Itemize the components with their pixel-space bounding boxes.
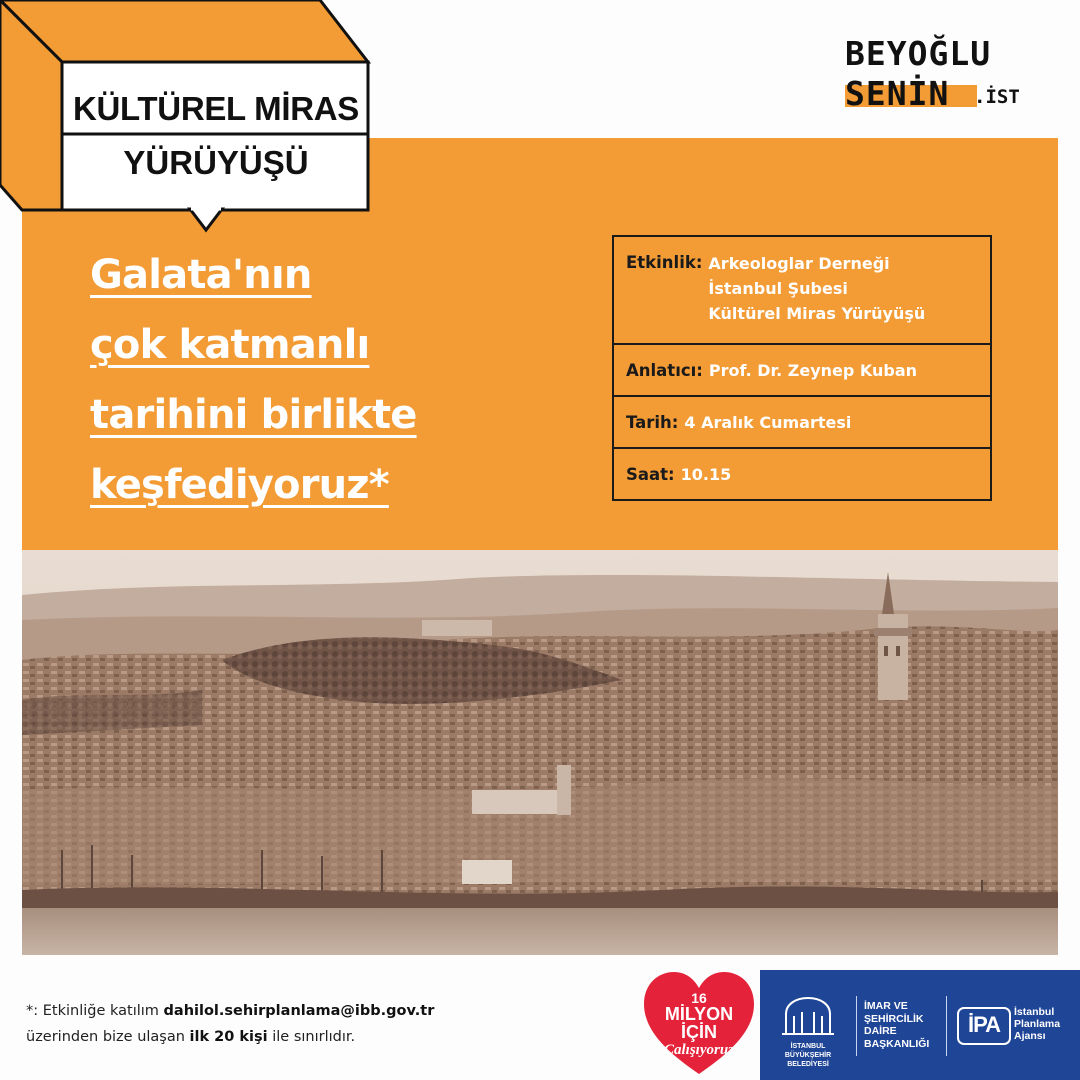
narrator-label: Anlatıcı: (626, 360, 703, 380)
imar-department-name: İMAR VE ŞEHİRCİLİK DAİRE BAŞKANLIĞI (864, 1000, 930, 1050)
headline-line4: keşfediyoruz* (90, 462, 389, 508)
headline-line1: Galata'nın (90, 252, 312, 298)
badge-title-line1: KÜLTÜREL MİRAS (72, 90, 360, 127)
beyoglu-senin-logo (845, 34, 1045, 114)
participation-footnote (26, 998, 434, 1050)
event-value-line3: Kültürel Miras Yürüyüşü (708, 304, 926, 323)
footnote-line1: *: Etkinliğe katılım dahilol.sehirplanlama@ibb.gov.tr (26, 1003, 435, 1019)
heart-line2: MİLYON (664, 1004, 734, 1024)
event-value (708, 251, 925, 326)
date-label: Tarih: (626, 412, 679, 432)
historical-galata-photo (22, 550, 1058, 955)
16-milyon-heart-logo (640, 966, 758, 1078)
heart-line4: Çalışıyoruz (663, 1042, 735, 1058)
headline-line2: çok katmanlı (90, 322, 370, 368)
date-value: 4 Aralık Cumartesi (684, 412, 852, 432)
ibb-emblem-icon (778, 994, 838, 1038)
ipa-mark-icon (956, 1004, 1012, 1048)
event-value-line2: İstanbul Şubesi (708, 279, 848, 298)
headline-line3: tarihini birlikte (90, 392, 417, 438)
badge-title-line2: YÜRÜYÜŞÜ (123, 144, 309, 181)
cultural-heritage-walk-badge (0, 0, 380, 240)
ibb-divider-2 (946, 996, 947, 1056)
event-info-table (612, 235, 992, 501)
narrator-value: Prof. Dr. Zeynep Kuban (708, 360, 918, 380)
ibb-logo-bar (760, 970, 1080, 1080)
time-row (614, 447, 990, 499)
ipa-mark-text: İPA (967, 1012, 1001, 1037)
ipa-name: İstanbul Planlama Ajansı (1014, 1006, 1061, 1042)
headline (90, 240, 570, 520)
time-label: Saat: (626, 464, 675, 484)
event-value-line1: Arkeologlar Derneği (708, 254, 890, 273)
event-row (614, 237, 990, 343)
heart-line3: İÇİN (681, 1022, 717, 1042)
contact-email[interactable]: dahilol.sehirplanlama@ibb.gov.tr (163, 1003, 435, 1019)
footnote-line2: üzerinden bize ulaşan ilk 20 kişi ile sınırlıdır. (26, 1029, 356, 1045)
logo-line2: SENİN (845, 74, 950, 113)
ibb-divider-1 (856, 996, 857, 1056)
ibb-name: İSTANBUL BÜYÜKŞEHİR BELEDİYESİ (784, 1043, 832, 1068)
time-value: 10.15 (680, 464, 732, 484)
narrator-row (614, 343, 990, 395)
heart-line1: 16 (691, 990, 707, 1006)
event-label: Etkinlik: (626, 253, 703, 272)
logo-line1: BEYOĞLU (845, 34, 992, 73)
date-row (614, 395, 990, 447)
logo-suffix: .İST (974, 86, 1020, 108)
